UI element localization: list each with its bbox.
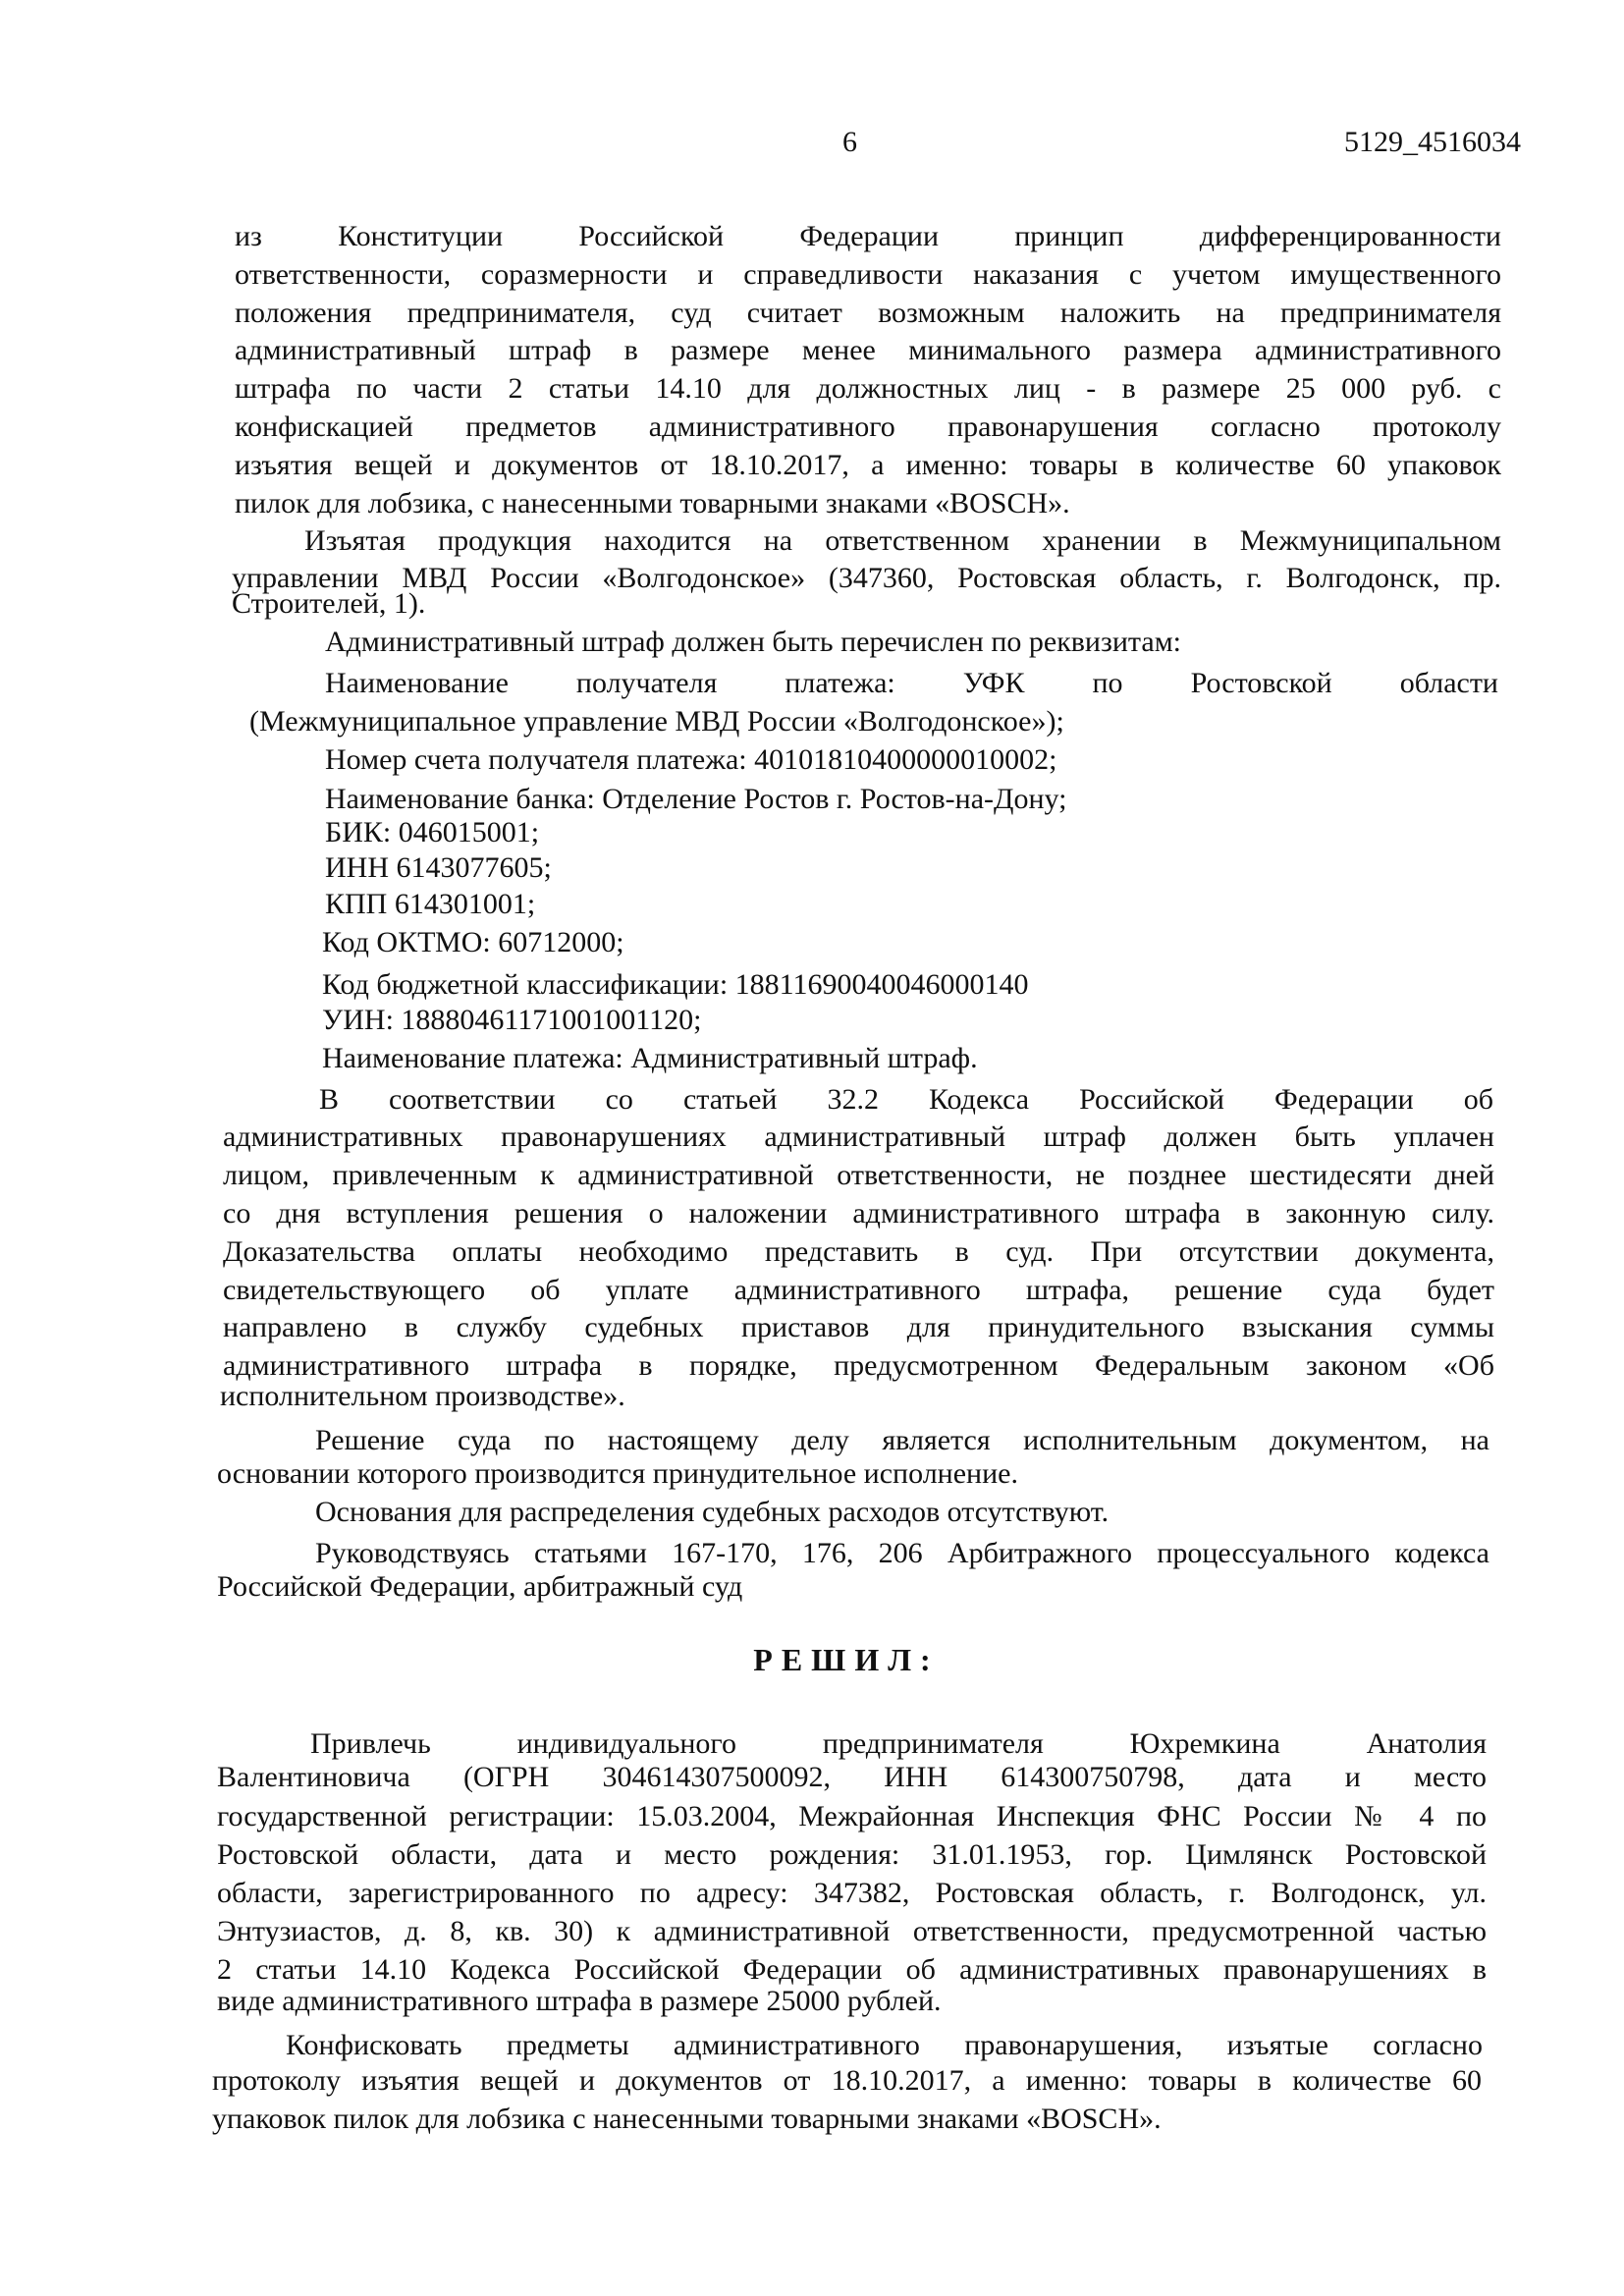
text-line: Валентиновича (ОГРН 304614307500092, ИНН 614300750798, дата и место (217, 1761, 1487, 1793)
text-line: Энтузиастов, д. 8, кв. 30) к административной ответственности, предусмотренной частью (217, 1915, 1487, 1947)
text-line: государственной регистрации: 15.03.2004, Межрайонная Инспекция ФНС России № 4 по (217, 1800, 1487, 1832)
case-number: 5129_4516034 (1344, 126, 1521, 158)
text-line: свидетельствующего об уплате административного штрафа, решение суда будет (223, 1274, 1494, 1306)
text-line: Руководствуясь статьями 167-170, 176, 206 Арбитражного процессуального кодекса (315, 1537, 1489, 1569)
text-line: Строителей, 1). (232, 587, 426, 620)
text-line: БИК: 046015001; (325, 816, 540, 848)
text-line: виде административного штрафа в размере 25000 рублей. (217, 1985, 942, 2017)
text-line: Наименование получателя платежа: УФК по Ростовской области (325, 667, 1498, 699)
text-line: Административный штраф должен быть перечислен по реквизитам: (325, 626, 1182, 658)
text-line: Решение суда по настоящему делу является исполнительным документом, на (315, 1424, 1489, 1456)
text-line: КПП 614301001; (325, 888, 536, 920)
text-line: штрафа по части 2 статьи 14.10 для должностных лиц - в размере 25 000 руб. с (235, 372, 1501, 405)
text-line: Наименование банка: Отделение Ростов г. Ростов-на-Дону; (325, 783, 1067, 815)
text-line: Код бюджетной классификации: 18811690040046000140 (322, 968, 1029, 1001)
text-line: Привлечь индивидуального предпринимателя Юхремкина Анатолия (310, 1727, 1487, 1760)
text-line: ответственности, соразмерности и справедливости наказания с учетом имущественного (235, 258, 1501, 291)
text-line: административных правонарушениях административный штраф должен быть уплачен (223, 1121, 1494, 1153)
text-line: исполнительном производстве». (220, 1380, 625, 1412)
text-line: Код ОКТМО: 60712000; (322, 926, 624, 958)
text-line: Основания для распределения судебных расходов отсутствуют. (315, 1496, 1110, 1528)
text-line: административного штрафа в порядке, предусмотренном Федеральным законом «Об (223, 1349, 1494, 1382)
text-line: положения предпринимателя, суд считает возможным наложить на предпринимателя (235, 297, 1501, 329)
text-line: административный штраф в размере менее минимального размера административного (235, 334, 1501, 366)
text-line: 2 статьи 14.10 Кодекса Российской Федерации об административных правонарушениях в (217, 1953, 1487, 1986)
text-line: лицом, привлеченным к административной ответственности, не позднее шестидесяти дней (223, 1159, 1494, 1191)
text-line: УИН: 18880461171001001120; (322, 1004, 702, 1036)
text-line: Наименование платежа: Административный штраф. (322, 1042, 978, 1074)
text-line: области, зарегистрированного по адресу: 347382, Ростовская область, г. Волгодонск, ул. (217, 1877, 1487, 1909)
text-line: Доказательства оплаты необходимо представить в суд. При отсутствии документа, (223, 1235, 1494, 1268)
text-line: изъятия вещей и документов от 18.10.2017, а именно: товары в количестве 60 упаковок (235, 449, 1501, 481)
text-line: протоколу изъятия вещей и документов от 18.10.2017, а именно: товары в количестве 60 (212, 2064, 1482, 2097)
text-line: Изъятая продукция находится на ответственном хранении в Межмуниципальном (304, 524, 1501, 557)
decision-heading: РЕШИЛ: (753, 1642, 940, 1677)
text-line: направлено в службу судебных приставов для принудительного взыскания суммы (223, 1311, 1494, 1343)
text-line: упаковок пилок для лобзика с нанесенными товарными знаками «BOSCH». (212, 2103, 1162, 2135)
text-line: основании которого производится принудительное исполнение. (217, 1457, 1018, 1490)
text-line: Конфисковать предметы административного правонарушения, изъятые согласно (286, 2029, 1483, 2061)
text-line: пилок для лобзика, с нанесенными товарными знаками «BOSCH». (235, 487, 1070, 519)
text-line: со дня вступления решения о наложении административного штрафа в законную силу. (223, 1197, 1494, 1230)
text-line: управлении МВД России «Волгодонское» (347360, Ростовская область, г. Волгодонск, пр. (232, 562, 1501, 594)
text-line: конфискацией предметов административного правонарушения согласно протоколу (235, 410, 1501, 443)
page-number: 6 (842, 126, 857, 158)
text-line: ИНН 6143077605; (325, 851, 552, 884)
text-line: Российской Федерации, арбитражный суд (217, 1570, 743, 1603)
text-line: из Конституции Российской Федерации принцип дифференцированности (235, 220, 1501, 252)
text-line: Номер счета получателя платежа: 40101810400000010002; (325, 743, 1057, 776)
text-line: (Межмуниципальное управление МВД России «Волгодонское»); (249, 705, 1064, 738)
text-line: Ростовской области, дата и место рождения: 31.01.1953, гор. Цимлянск Ростовской (217, 1838, 1487, 1871)
text-line: В соответствии со статьей 32.2 Кодекса Российской Федерации об (319, 1083, 1493, 1116)
